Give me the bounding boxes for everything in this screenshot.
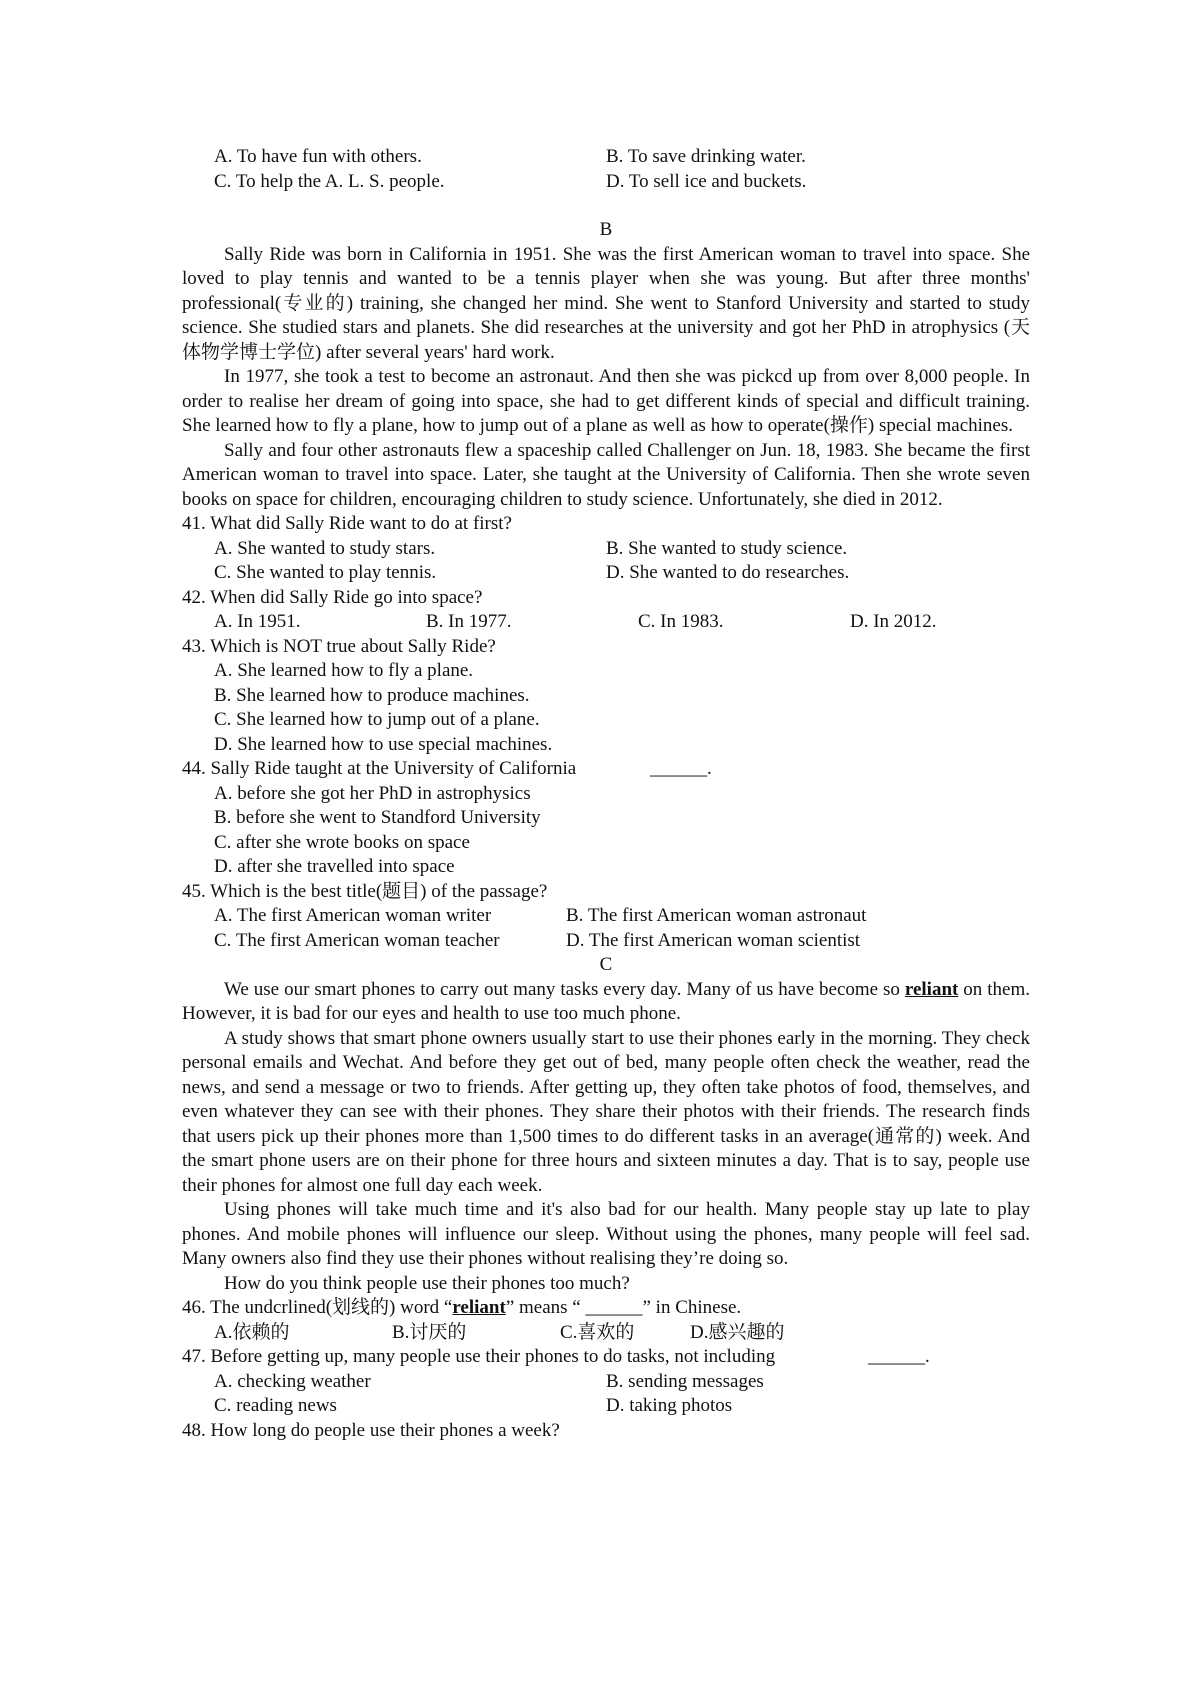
q45-options-row-2 (182, 929, 1030, 954)
question-45: 45. Which is the best title(题目) of the passage? (182, 880, 548, 902)
q47-option-b: B. sending messages (606, 1370, 764, 1392)
section-c-paragraph-1 (182, 978, 1030, 1027)
q46-option-a: A.依赖的 (214, 1321, 290, 1343)
section-c-paragraph-3: Using phones will take much time and it's also bad for our health. Many people stay up late to play phones. And mobile phones will influence our sleep. Without using the phones, many people will feel sad. Many owners also find they use their phones without realising they’re doing so. (182, 1199, 1030, 1269)
section-b-paragraph-2: In 1977, she took a test to become an astronaut. And then she was pickcd up from over 8,000 people. In order to realise her dream of going into space, she had to get different kinds of special and difficult training. She learned how to fly a plane, how to jump out of a plane as well as how to operate(操作) special machines. (182, 366, 1030, 436)
q43-option-d: D. She learned how to use special machines. (214, 733, 553, 755)
section-c-paragraph-4: How do you think people use their phones too much? (224, 1272, 630, 1294)
question-44-row (182, 757, 1030, 782)
q42-options-row (182, 610, 1030, 635)
section-c-heading: C (599, 954, 613, 975)
q41-option-b: B. She wanted to study science. (606, 537, 848, 559)
q46-options-row (182, 1321, 1030, 1346)
top-options-row-2 (182, 170, 1030, 195)
top-option-b: B. To save drinking water. (606, 146, 806, 167)
q42-option-d: D. In 2012. (850, 611, 937, 632)
q46-option-c: C.喜欢的 (560, 1321, 635, 1343)
q43-option-b: B. She learned how to produce machines. (214, 684, 530, 706)
section-b-paragraph-3: Sally and four other astronauts flew a spaceship called Challenger on Jun. 18, 1983. She became the first American woman to travel into space. Later, she taught at the University of California. Then she wrote seven books on space for children, encouraging children to study science. Unfortunately, she died in 2012. (182, 439, 1030, 510)
q46-word: reliant (452, 1297, 506, 1318)
question-41: 41. What did Sally Ride want to do at first? (182, 513, 512, 534)
q42-option-a: A. In 1951. (214, 611, 301, 632)
top-option-c: C. To help the A. L. S. people. (214, 170, 445, 192)
q47-option-c: C. reading news (214, 1395, 337, 1416)
question-44-blank: ______. (650, 758, 712, 779)
q45-option-a: A. The first American woman writer (214, 905, 492, 926)
q41-option-a: A. She wanted to study stars. (214, 537, 436, 559)
question-46 (182, 1296, 1030, 1321)
section-b-heading: B (599, 219, 613, 240)
q43-option-c: C. She learned how to jump out of a plane. (214, 709, 540, 730)
section-c-p1-after: on them. However, it is bad for our eyes and health to use too much phone. (182, 978, 1030, 1024)
spacer (182, 194, 1030, 218)
section-b-paragraph-1: Sally Ride was born in California in 1951. She was the first American woman to travel into space. She loved to play tennis and wanted to be a tennis player when she was young. But after three months' professional(专业的) training, she changed her mind. She went to Stanford University and started to study science. She studied stars and planets. She did researches at the university and got her PhD in atrophysics (天体物学博士学位) after several years' hard work. (182, 243, 1030, 363)
q41-options-row-2 (182, 561, 1030, 586)
exam-page (182, 145, 1030, 1443)
q46-option-b: B.讨厌的 (392, 1321, 467, 1343)
question-48: 48. How long do people use their phones a week? (182, 1419, 560, 1441)
top-option-d: D. To sell ice and buckets. (606, 170, 807, 192)
question-47-blank: ______. (868, 1346, 930, 1367)
q45-option-c: C. The first American woman teacher (214, 929, 500, 951)
section-c-p1-before: We use our smart phones to carry out many tasks every day. Many of us have become so (224, 978, 905, 1000)
q44-option-d: D. after she travelled into space (214, 856, 455, 877)
q44-option-c: C. after she wrote books on space (214, 831, 470, 853)
q42-option-b: B. In 1977. (426, 611, 512, 632)
q44-option-b: B. before she went to Standford University (214, 807, 541, 828)
question-47: 47. Before getting up, many people use their phones to do tasks, not including (182, 1346, 776, 1367)
q47-option-d: D. taking photos (606, 1395, 733, 1416)
q45-options-row-1 (182, 904, 1030, 929)
question-44: 44. Sally Ride taught at the University of California (182, 758, 577, 779)
q43-option-a: A. She learned how to fly a plane. (214, 660, 474, 681)
top-option-a: A. To have fun with others. (214, 146, 422, 167)
q46-option-d: D.感兴趣的 (690, 1321, 785, 1343)
q45-option-d: D. The first American woman scientist (566, 929, 861, 951)
question-47-row (182, 1345, 1030, 1370)
q42-option-c: C. In 1983. (638, 611, 724, 632)
q46-before: 46. The undcrlined(划线的) word “ (182, 1297, 453, 1318)
underlined-word-reliant: reliant (904, 978, 959, 1000)
question-42: 42. When did Sally Ride go into space? (182, 586, 483, 608)
q47-options-row-1 (182, 1370, 1030, 1395)
q41-option-c: C. She wanted to play tennis. (214, 562, 437, 583)
top-options-row-1 (182, 145, 1030, 170)
q47-option-a: A. checking weather (214, 1370, 371, 1392)
q47-options-row-2 (182, 1394, 1030, 1419)
question-43: 43. Which is NOT true about Sally Ride? (182, 635, 496, 657)
q45-option-b: B. The first American woman astronaut (566, 905, 867, 926)
q41-options-row-1 (182, 537, 1030, 562)
section-c-paragraph-2: A study shows that smart phone owners usually start to use their phones early in the morning. They check personal emails and Wechat. And before they get out of bed, many people often check the weather, read the news, and send a message or two to friends. After getting up, they often take photos of food, themselves, and even whatever they can see with their phones. They share their photos with their friends. The research finds that users pick up their phones more than 1,500 times to do different tasks in an average(通常的) week. And the smart phone users are on their phone for three hours and sixteen minutes a day. That is to say, people use their phones for almost one full day each week. (182, 1027, 1030, 1196)
q41-option-d: D. She wanted to do researches. (606, 562, 850, 583)
q46-after: ” means “ ______” in Chinese. (505, 1297, 742, 1318)
q44-option-a: A. before she got her PhD in astrophysics (214, 782, 531, 804)
